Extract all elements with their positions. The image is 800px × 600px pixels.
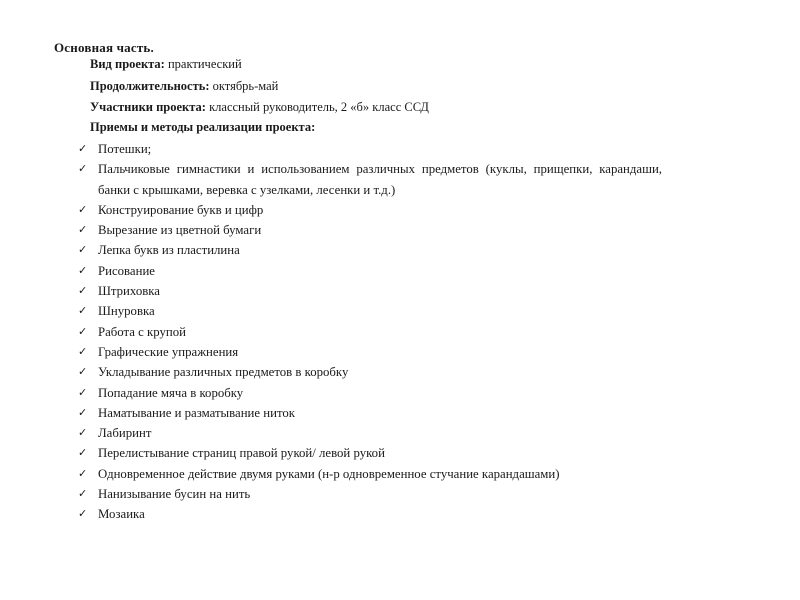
- project-methods-label: Приемы и методы реализации проекта:: [90, 120, 316, 134]
- project-duration-line: [90, 79, 278, 94]
- check-icon: ✓: [78, 385, 88, 399]
- project-type-label: Вид проекта:: [90, 57, 165, 71]
- list-item-text: Лабиринт: [98, 426, 152, 441]
- list-item-text: Конструирование букв и цифр: [98, 202, 264, 217]
- project-participants-label: Участники проекта:: [90, 100, 206, 114]
- check-icon: ✓: [78, 324, 88, 338]
- list-item-text: Перелистывание страниц правой рукой/ левой рукой: [98, 446, 385, 461]
- project-participants-value: классный руководитель, 2 «б» класс ССД: [209, 100, 429, 114]
- check-icon: ✓: [78, 426, 88, 440]
- check-icon: ✓: [78, 243, 88, 257]
- list-item-text: Потешки;: [98, 142, 152, 156]
- check-icon: ✓: [78, 466, 88, 480]
- list-item: [78, 484, 662, 504]
- check-icon: ✓: [78, 142, 88, 155]
- check-icon: ✓: [78, 304, 88, 318]
- check-icon: ✓: [78, 284, 88, 298]
- methods-list: [78, 139, 662, 525]
- list-item: [78, 200, 662, 220]
- check-icon: ✓: [78, 405, 88, 419]
- list-item: [78, 261, 662, 281]
- check-icon: ✓: [78, 446, 88, 460]
- list-item-text: Укладывание различных предметов в коробку: [98, 365, 349, 380]
- check-icon: ✓: [78, 344, 88, 358]
- list-item: [78, 464, 662, 484]
- list-item: [78, 159, 662, 200]
- check-icon: ✓: [78, 487, 88, 501]
- list-item-text: Попадание мяча в коробку: [98, 385, 244, 400]
- list-item: [78, 403, 662, 423]
- list-item-text: Штриховка: [98, 284, 160, 299]
- check-icon: ✓: [78, 202, 88, 216]
- list-item-text: Графические упражнения: [98, 344, 239, 359]
- list-item: [78, 362, 662, 382]
- list-item-text: Шнуровка: [98, 304, 155, 319]
- list-item-text: Мозаика: [98, 507, 145, 522]
- check-icon: ✓: [78, 365, 88, 379]
- list-item: [78, 301, 662, 321]
- check-icon: ✓: [78, 507, 88, 521]
- project-participants-line: [90, 100, 429, 115]
- project-type-line: [90, 57, 242, 72]
- list-item: [78, 383, 662, 403]
- section-heading: Основная часть.: [54, 40, 154, 55]
- list-item: [78, 220, 662, 240]
- list-item: [78, 443, 662, 463]
- project-methods-line: [90, 120, 315, 135]
- list-item: [78, 504, 662, 524]
- list-item-text: Одновременное действие двумя руками (н-р одновременное стучание карандашами): [98, 466, 560, 481]
- list-item-text: Лепка букв из пластилина: [98, 243, 240, 258]
- list-item-text: Пальчиковые гимнастики и использованием различных предметов (куклы, прищепки, карандаши, банки с крышками, веревка с узелками, лесенки и т.д.): [98, 162, 662, 197]
- check-icon: ✓: [78, 162, 88, 176]
- project-duration-label: Продолжительность:: [90, 79, 210, 93]
- list-item: [78, 423, 662, 443]
- list-item: [78, 281, 662, 301]
- list-item: [78, 322, 662, 342]
- list-item: [78, 240, 662, 260]
- check-icon: ✓: [78, 223, 88, 237]
- list-item-text: Работа с крупой: [98, 324, 186, 339]
- list-item: [78, 342, 662, 362]
- list-item-text: Наматывание и разматывание ниток: [98, 405, 296, 420]
- project-type-value: практический: [167, 57, 242, 71]
- check-icon: ✓: [78, 263, 88, 277]
- project-duration-value: октябрь-май: [212, 79, 279, 93]
- list-item-text: Нанизывание бусин на нить: [98, 487, 251, 502]
- list-item-text: Рисование: [98, 263, 155, 278]
- list-item-text: Вырезание из цветной бумаги: [98, 223, 262, 238]
- list-item: [78, 139, 662, 159]
